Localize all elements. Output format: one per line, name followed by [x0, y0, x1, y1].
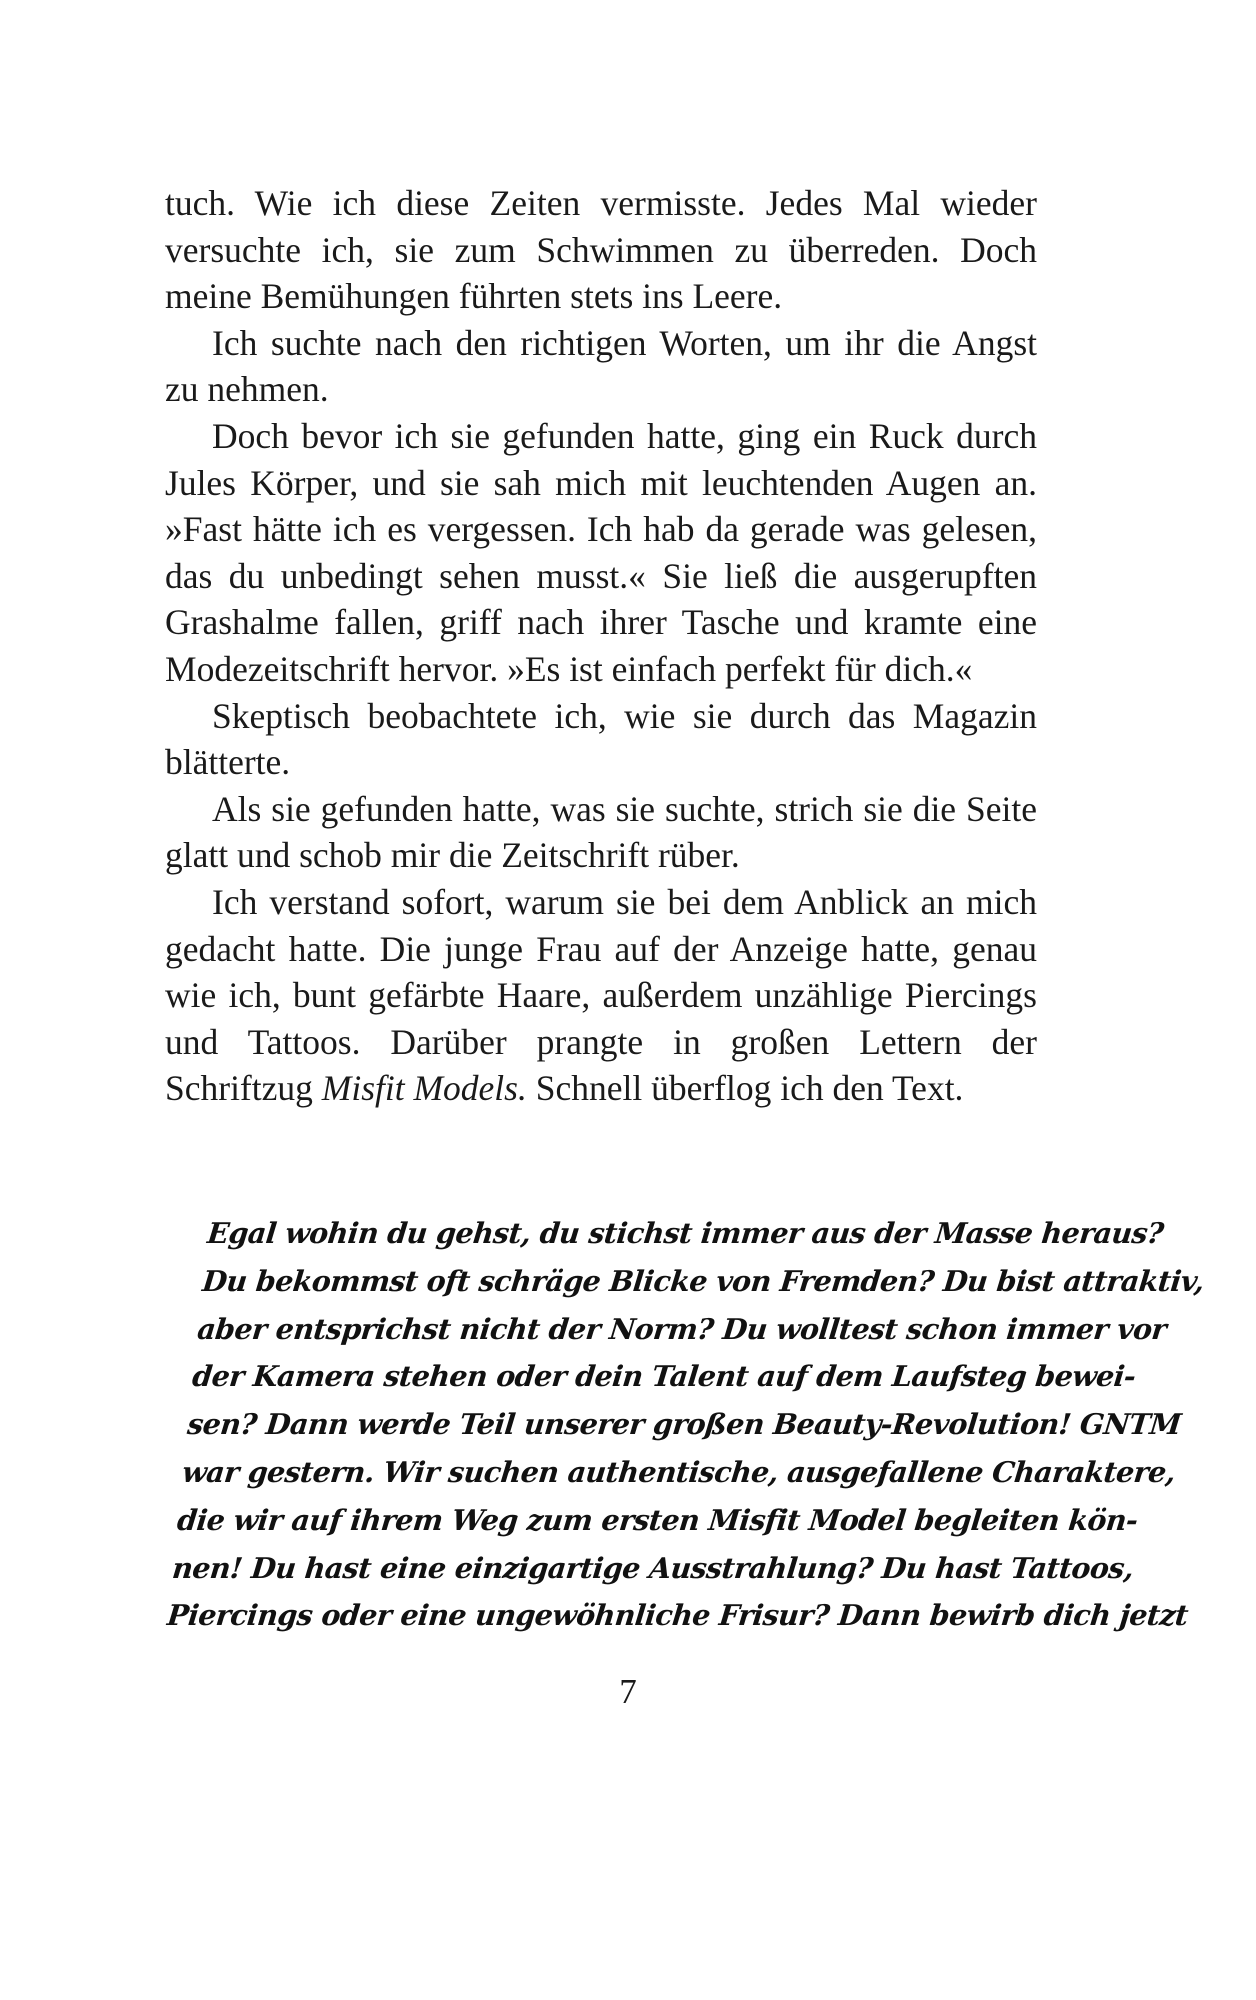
ad-line: sen? Dann werde Teil unserer großen Beauty-Revolution! GNTM: [185, 1407, 1183, 1442]
ad-line: Piercings oder eine ungewöhnliche Frisur? Dann bewirb dich jetzt: [165, 1598, 1190, 1633]
ad-line: aber entsprichst nicht der Norm? Du wolltest schon immer vor: [195, 1311, 1168, 1346]
ad-line: war gestern. Wir suchen authentische, ausgefallene Charaktere,: [180, 1454, 1177, 1489]
paragraph: Ich suchte nach den richtigen Worten, um ihr die Angst zu nehmen.: [165, 322, 1037, 410]
ad-line: nen! Du hast eine einzigartige Ausstrahlung? Du hast Tattoos,: [170, 1550, 1136, 1585]
advertisement-text: [165, 1210, 1206, 1640]
ad-line: Egal wohin du gehst, du stichst immer aus der Masse heraus?: [205, 1216, 1166, 1250]
paragraph: [165, 879, 1037, 1112]
paragraph: Skeptisch beobachtete ich, wie sie durch das Magazin blätterte.: [165, 695, 1037, 783]
ad-line: der Kamera stehen oder dein Talent auf dem Laufsteg bewei-: [190, 1359, 1138, 1394]
paragraph: Doch bevor ich sie gefunden hatte, ging ein Ruck durch Jules Körper, und sie sah mich mit leuchtenden Augen an. »Fast hätte ich es vergessen. Ich hab da gerade was gelesen, das du unbedingt sehen musst.« Sie ließ die ausgerupften Grashalme fallen, griff nach ihrer Tasche und kramte eine Modezeitschrift hervor. »Es ist einfach perfekt für dich.«: [165, 415, 1037, 689]
paragraph-text: Schnell überflog ich den Text.: [526, 1068, 964, 1109]
ad-line: die wir auf ihrem Weg zum ersten Misfit Model begleiten kön-: [175, 1502, 1140, 1537]
magazine-name: Misfit Models.: [321, 1068, 527, 1109]
paragraph: Als sie gefunden hatte, was sie suchte, strich sie die Seite glatt und schob mir die Zeitschrift rüber.: [165, 788, 1037, 876]
ad-line: Du bekommst oft schräge Blicke von Fremden? Du bist attraktiv,: [200, 1263, 1206, 1298]
paragraph-text: Ich verstand sofort, warum sie bei dem Anblick an mich gedacht hatte. Die junge Frau auf der Anzeige hatte, genau wie ich, bunt gefärbte Haare, außerdem unzählige Piercings und Tattoos. Darüber prangte in großen Lettern der Schriftzug: [165, 881, 1037, 1109]
paragraph: tuch. Wie ich diese Zeiten vermisste. Jedes Mal wieder versuchte ich, sie zum Schwimmen zu überreden. Doch meine Bemühungen führten stets ins Leere.: [165, 183, 1037, 317]
page-number: 7: [619, 1672, 637, 1711]
body-text: [165, 180, 1037, 1112]
